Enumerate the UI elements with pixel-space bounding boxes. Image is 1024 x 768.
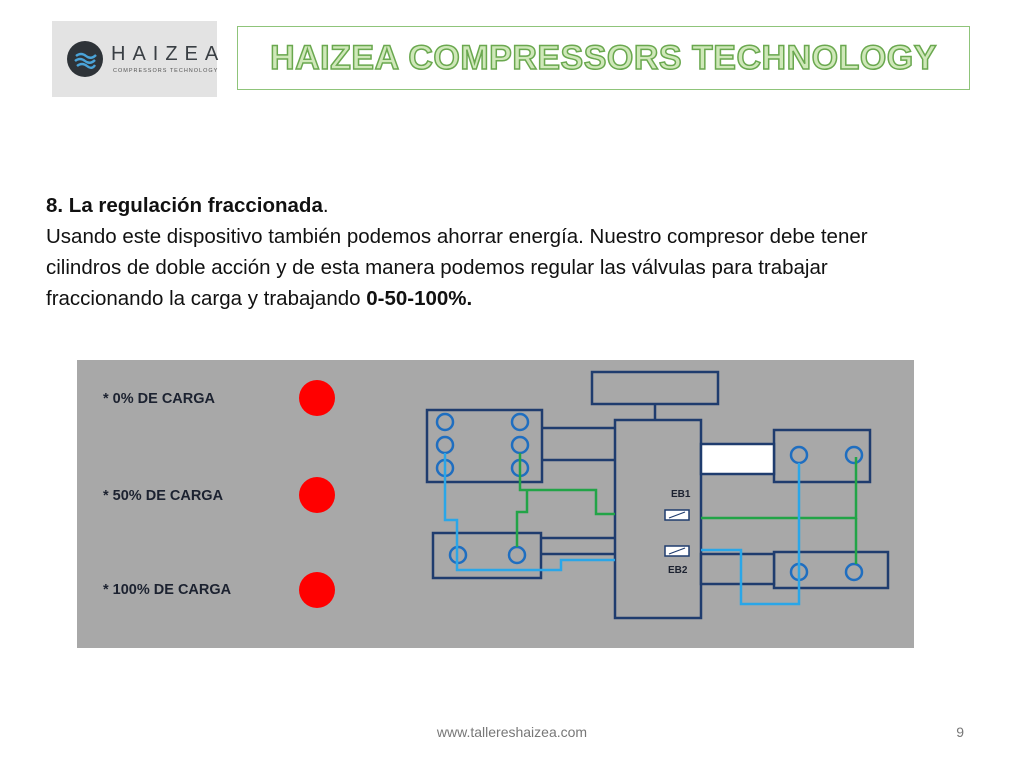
load-label-50: * 50% DE CARGA (103, 488, 224, 504)
logo-tagline: COMPRESSORS TECHNOLOGY (113, 68, 219, 74)
page-number: 9 (956, 724, 964, 740)
section-heading: 8. La regulación fraccionada (46, 194, 323, 217)
body-text (46, 190, 926, 314)
logo-name: HAIZEA (111, 43, 226, 65)
load-steps: 0-50-100%. (366, 287, 473, 310)
load-label-100: * 100% DE CARGA (103, 582, 232, 598)
indicator-50-light (299, 477, 335, 513)
title-banner (237, 26, 970, 90)
footer-url: www.tallereshaizea.com (436, 724, 588, 740)
indicator-0-light (299, 380, 335, 416)
regulation-diagram (77, 360, 914, 648)
right-bottom-connector (701, 554, 774, 584)
cylinder-head (592, 372, 718, 404)
indicator-100-light (299, 572, 335, 608)
logo (52, 21, 226, 97)
diagram-svg (77, 360, 914, 648)
section-heading-end: . (322, 194, 329, 217)
load-label-0: * 0% DE CARGA (103, 391, 215, 407)
logo-wave-icon (67, 41, 103, 77)
valve-label-eb1: EB1 (671, 489, 691, 500)
right-top-connector (701, 444, 774, 474)
section-paragraph: Usando este dispositivo también podemos ahorrar energía. Nuestro compresor debe tener cilindros de doble acción y de esta manera podemos regular las válvulas para trabajar fraccionando la carga y trabajando (46, 225, 868, 310)
page-title: HAIZEA COMPRESSORS TECHNOLOGY (270, 39, 937, 77)
valve-label-eb2: EB2 (668, 565, 688, 576)
